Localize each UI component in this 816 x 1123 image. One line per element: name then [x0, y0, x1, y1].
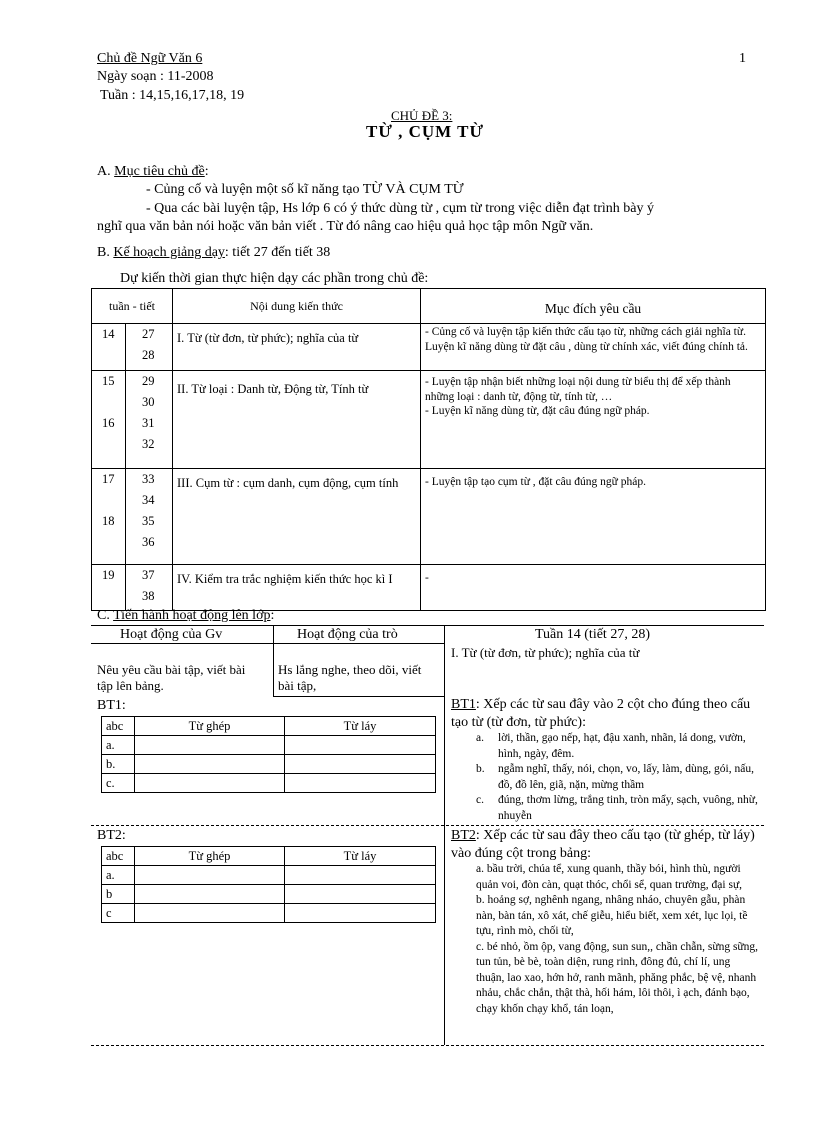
bt1-label: BT1:: [97, 698, 126, 713]
subject-title: Chủ đề Ngữ Văn 6: [97, 51, 203, 66]
week-number: 18: [102, 514, 115, 528]
plan-row: [92, 324, 766, 371]
table-cell[interactable]: [285, 904, 436, 923]
exercise-separator: [91, 1045, 764, 1046]
col-compound: Từ ghép: [135, 847, 285, 866]
purpose-text: - Luyện tập nhận biết những loại nội dung từ biểu thị để xếp thành những loại : danh từ, động từ, tính từ, …: [425, 376, 731, 403]
bt2-task-label: BT2: [451, 828, 476, 843]
content-text: I. Từ (từ đơn, từ phức); nghĩa của từ: [177, 331, 359, 345]
period-number: 29: [142, 374, 155, 388]
content-text: IV. Kiểm tra trắc nghiệm kiến thức học kì I: [177, 572, 393, 586]
plan-table-header: [92, 289, 766, 324]
list-item: [476, 793, 761, 824]
row-label: a.: [102, 866, 135, 885]
table-cell[interactable]: [135, 774, 285, 793]
section-a-heading: [97, 164, 209, 180]
period-cell: [126, 324, 173, 371]
activity-header-border: [91, 643, 444, 644]
week-number: 15: [102, 374, 115, 388]
topic-label: CHỦ ĐỀ 3:: [391, 108, 453, 123]
period-cell: [126, 565, 173, 611]
table-row: [102, 755, 436, 774]
table-cell[interactable]: [285, 736, 436, 755]
plan-table: [91, 288, 766, 611]
period-cell: [126, 371, 173, 469]
col-teacher-header: Hoạt động của Gv: [120, 627, 223, 642]
plan-row: [92, 565, 766, 611]
section-a-title: Mục tiêu chủ đề: [114, 164, 205, 179]
bt2-table-header: [102, 847, 436, 866]
item-label: a.: [476, 732, 484, 744]
table-row: [102, 866, 436, 885]
week-number: [92, 490, 125, 511]
list-item: a. bầu trời, chúa tể, xung quanh, thầy bói, hình thù, người quản voi, đòn càn, quạt thóc, chổi sể, quan trường, đại sự,: [476, 863, 743, 891]
week-cell: [92, 324, 126, 371]
table-cell[interactable]: [285, 774, 436, 793]
item-text: lời, thần, gạo nếp, hạt, đậu xanh, nhãn, lá dong, vườn, hình, ngày, đêm.: [498, 732, 746, 760]
period-number: 37: [142, 568, 155, 582]
teacher-activity-text: Nêu yêu cầu bài tập, viết bài tập lên bảng.: [97, 662, 246, 693]
row-label: c.: [102, 774, 135, 793]
table-cell[interactable]: [135, 885, 285, 904]
purpose-text: - Luyện kĩ năng dùng từ, đặt câu đúng ngữ pháp.: [425, 405, 650, 417]
header-content: Nội dung kiến thức: [173, 289, 421, 324]
prep-date: Ngày soạn : 11-2008: [97, 69, 214, 84]
item-label: b.: [476, 763, 485, 775]
row-label: c: [102, 904, 135, 923]
content-text: II. Từ loại : Danh từ, Động từ, Tính từ: [177, 382, 369, 396]
period-number: 30: [142, 395, 155, 409]
table-cell[interactable]: [285, 866, 436, 885]
col-abc: abc: [102, 717, 135, 736]
section-a-line1: - Củng cố và luyện một số kĩ năng tạo TỪ VÀ CỤM TỪ: [146, 182, 464, 197]
week-number: [92, 434, 125, 455]
bt1-task-label: BT1: [451, 697, 476, 712]
table-cell[interactable]: [285, 885, 436, 904]
list-item: [476, 762, 761, 793]
section-a-line2: - Qua các bài luyện tập, Hs lớp 6 có ý thức dùng từ , cụm từ trong việc diễn đạt trình bày ý: [146, 201, 654, 216]
bt1-task-text: : Xếp các từ sau đây vào 2 cột cho đúng theo cấu tạo từ (từ đơn, từ phức):: [451, 697, 751, 730]
section-b-title: Kế hoạch giảng dạy: [113, 245, 225, 260]
table-row: [102, 904, 436, 923]
period-number: 34: [142, 493, 155, 507]
section-b-intro: Dự kiến thời gian thực hiện dạy các phần trong chủ đề:: [120, 271, 429, 286]
list-item: b. hoảng sợ, nghênh ngang, nhâng nháo, chuyên gẫu, phàn nàn, bàn tán, xô xát, chế giễu, hiểu biết, xem xét, lục lọi, tề tựu, rình mò, chối từ,: [476, 894, 748, 937]
week-number: 19: [102, 568, 115, 582]
period-number: 36: [142, 535, 155, 549]
week-number: [92, 392, 125, 413]
col-compound: Từ ghép: [135, 717, 285, 736]
bt1-table: [101, 716, 436, 793]
bt2-task: [451, 827, 761, 863]
period-number: 33: [142, 472, 155, 486]
table-cell[interactable]: [135, 755, 285, 774]
bt2-table: [101, 846, 436, 923]
table-cell[interactable]: [135, 904, 285, 923]
purpose-cell: [421, 469, 766, 565]
week-number: 17: [102, 472, 115, 486]
activity-main-divider: [444, 625, 445, 1045]
period-number: 38: [142, 589, 155, 603]
week-number: [92, 586, 125, 607]
col-reduplicative: Từ láy: [285, 717, 436, 736]
item-label: c.: [476, 794, 484, 806]
row-label: b: [102, 885, 135, 904]
content-cell: [173, 324, 421, 371]
student-activity-text: Hs lắng nghe, theo dõi, viết bài tập,: [278, 662, 422, 693]
lesson-title: I. Từ (từ đơn, từ phức); nghĩa của từ: [451, 645, 640, 660]
section-b-heading: [97, 245, 330, 261]
col-week-header: Tuần 14 (tiết 27, 28): [535, 627, 650, 642]
bt1-table-header: [102, 717, 436, 736]
week-number: [92, 532, 125, 553]
content-cell: [173, 565, 421, 611]
week-number: 16: [102, 416, 115, 430]
activity-column-divider: [273, 625, 274, 697]
bt2-label: BT2:: [97, 828, 126, 843]
period-number: 28: [142, 348, 155, 362]
section-b-prefix: B.: [97, 245, 110, 260]
section-b-suffix: : tiết 27 đến tiết 38: [224, 245, 331, 260]
period-number: 27: [142, 327, 155, 341]
purpose-cell: [421, 324, 766, 371]
week-cell: [92, 371, 126, 469]
item-text: ngẫm nghĩ, thấy, nói, chọn, vo, lấy, làm, dùng, gói, nấu, đồ, đồ lên, giã, nặn, mừng thầm: [498, 763, 754, 791]
student-cell-bottom: [273, 696, 444, 697]
header-purpose: Mục đích yêu cầu: [421, 289, 766, 324]
content-text: III. Cụm từ : cụm danh, cụm động, cụm tính: [177, 476, 399, 490]
table-row: [102, 885, 436, 904]
purpose-cell: [421, 371, 766, 469]
period-cell: [126, 469, 173, 565]
list-item: [476, 731, 761, 762]
week-number: 14: [102, 327, 115, 341]
section-c-colon: :: [270, 608, 275, 623]
period-number: 32: [142, 437, 155, 451]
col-student-header: Hoạt động của trò: [297, 627, 398, 642]
col-abc: abc: [102, 847, 135, 866]
row-label: b.: [102, 755, 135, 774]
section-c-title: Tiến hành hoạt động lên lớp: [113, 608, 271, 623]
exercise-separator: [91, 825, 764, 826]
list-item: c. bé nhỏ, ồm ộp, vang động, sun sun,, chần chẫn, sừng sững, tun tủn, bè bè, toàn diện, rung rinh, đông đủ, chí lí, ung thuận, lao xao, hớn hở, ranh mãnh, phăng phắc, bệ vệ, nhanh nhảu, chắc chắn, thật thà, hối hám, lôi thôi, ì ạch, đánh bạo, chạy khốn chạy khổ, tán loạn,: [476, 940, 759, 1015]
col-reduplicative: Từ láy: [285, 847, 436, 866]
row-label: a.: [102, 736, 135, 755]
plan-row: [92, 371, 766, 469]
table-row: [102, 736, 436, 755]
purpose-text: - Luyện tập tạo cụm từ , đặt câu đúng ngữ pháp.: [425, 476, 647, 488]
week-cell: [92, 565, 126, 611]
content-cell: [173, 371, 421, 469]
period-number: 31: [142, 416, 155, 430]
section-a-line3: nghĩ qua văn bản nói hoặc văn bản viết . Từ đó nâng cao hiệu quả học tập môn Ngữ văn.: [97, 219, 594, 234]
bt2-word-list: [476, 862, 761, 1017]
purpose-cell: [421, 565, 766, 611]
section-a-colon: :: [204, 164, 209, 179]
plan-row: [92, 469, 766, 565]
week-number: [92, 345, 125, 366]
bt1-task: [451, 696, 756, 732]
header-week-period: tuần - tiết: [92, 289, 173, 324]
bt2-task-text: : Xếp các từ sau đây theo cấu tạo (từ ghép, từ láy) vào đúng cột trong bảng:: [451, 828, 755, 861]
page-number: 1: [739, 51, 746, 66]
section-c-prefix: C.: [97, 608, 110, 623]
item-text: đúng, thơm lừng, trắng tinh, tròn mẩy, sạch, vuông, nhừ, nhuyễn: [498, 794, 758, 822]
activity-top-border: [91, 625, 764, 626]
content-cell: [173, 469, 421, 565]
section-a-prefix: A.: [97, 164, 111, 179]
bt1-word-list: [476, 731, 761, 824]
section-c-heading: [97, 608, 274, 624]
table-cell[interactable]: [135, 866, 285, 885]
purpose-text: - Củng cố và luyện tập kiến thức cấu tạo từ, những cách giải nghĩa từ. Luyện kĩ năng dùng từ đặt câu , dùng từ chính xác, viết đúng chính tả.: [425, 326, 748, 353]
table-row: [102, 774, 436, 793]
table-cell[interactable]: [285, 755, 436, 774]
purpose-text: -: [425, 572, 429, 584]
week-cell: [92, 469, 126, 565]
topic-title: TỪ , CỤM TỪ: [366, 122, 485, 141]
period-number: 35: [142, 514, 155, 528]
weeks-line: Tuần : 14,15,16,17,18, 19: [100, 88, 245, 103]
table-cell[interactable]: [135, 736, 285, 755]
